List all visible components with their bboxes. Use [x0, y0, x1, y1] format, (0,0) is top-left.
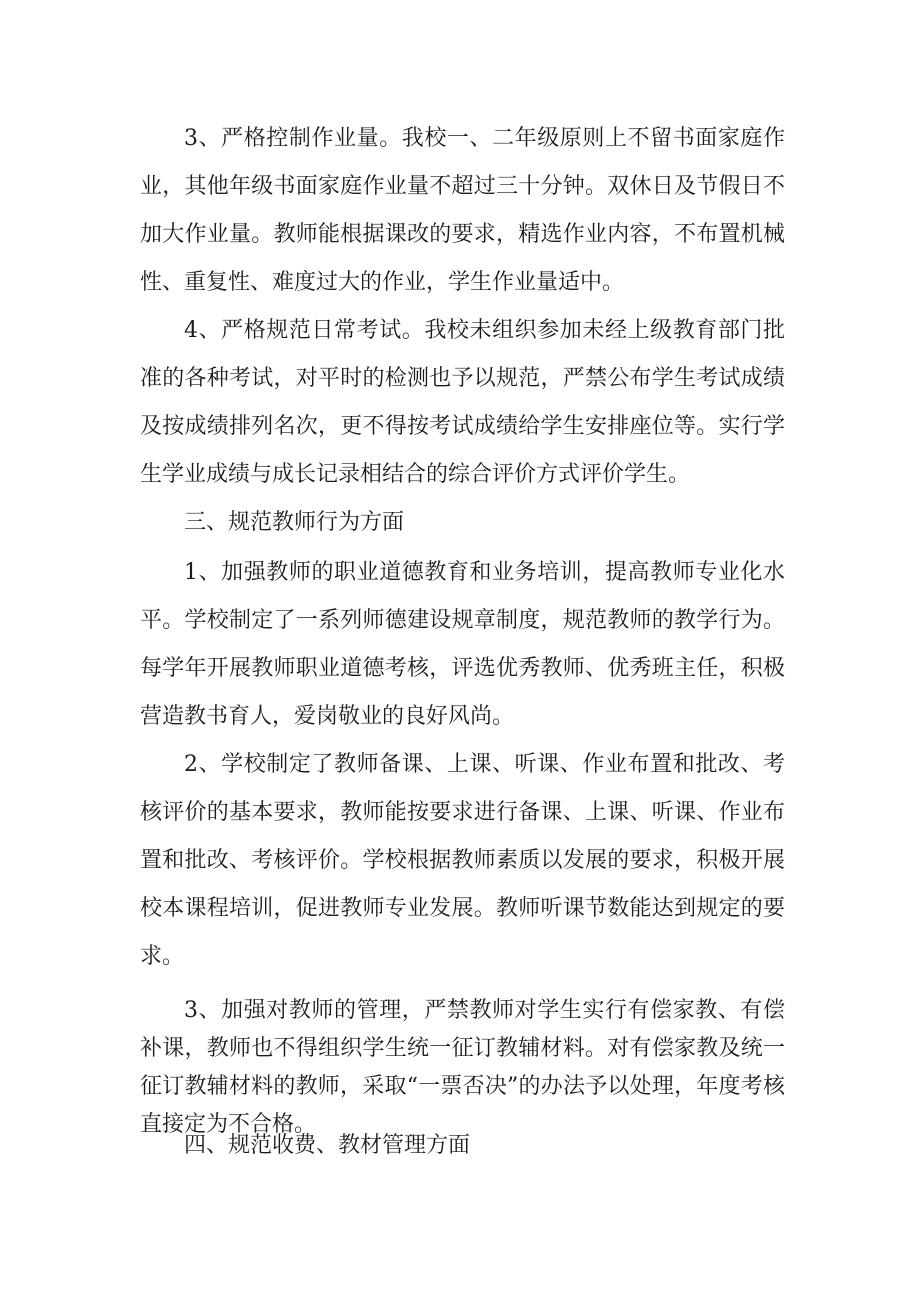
section-heading-fees-textbooks: 四、规范收费、教材管理方面 [184, 1133, 471, 1158]
paragraph-homework-control: 3、严格控制作业量。我校一、二年级原则上不留书面家庭作业，其他年级书面家庭作业量不超过三十分钟。双休日及节假日不加大作业量。教师能根据课改的要求，精选作业内容，不布置机械性、重复性、难度过大的作业，学生作业量适中。 [140, 126, 785, 295]
paragraph-teacher-ethics: 1、加强教师的职业道德教育和业务培训，提高教师专业化水平。学校制定了一系列师德建设规章制度，规范教师的教学行为。每学年开展教师职业道德考核，评选优秀教师、优秀班主任，积极营造教书育人，爱岗敬业的良好风尚。 [140, 560, 785, 729]
paragraph-teaching-requirements: 2、学校制定了教师备课、上课、听课、作业布置和批改、考核评价的基本要求，教师能按要求进行备课、上课、听课、作业布置和批改、考核评价。学校根据教师素质以发展的要求，积极开展校本课程培训，促进教师专业发展。教师听课节数能达到规定的要求。 [140, 752, 785, 969]
paragraph-teacher-management: 3、加强对教师的管理，严禁教师对学生实行有偿家教、有偿补课，教师也不得组织学生统一征订教辅材料。对有偿家教及统一征订教辅材料的教师，采取“一票否决”的办法予以处理，年度考核直接定为不合格。 [140, 998, 785, 1137]
section-heading-teacher-behavior: 三、规范教师行为方面 [184, 510, 405, 535]
paragraph-exam-regulation: 4、严格规范日常考试。我校未组织参加未经上级教育部门批准的各种考试，对平时的检测也予以规范，严禁公布学生考试成绩及按成绩排列名次，更不得按考试成绩给学生安排座位等。实行学生学业成绩与成长记录相结合的综合评价方式评价学生。 [140, 318, 785, 487]
